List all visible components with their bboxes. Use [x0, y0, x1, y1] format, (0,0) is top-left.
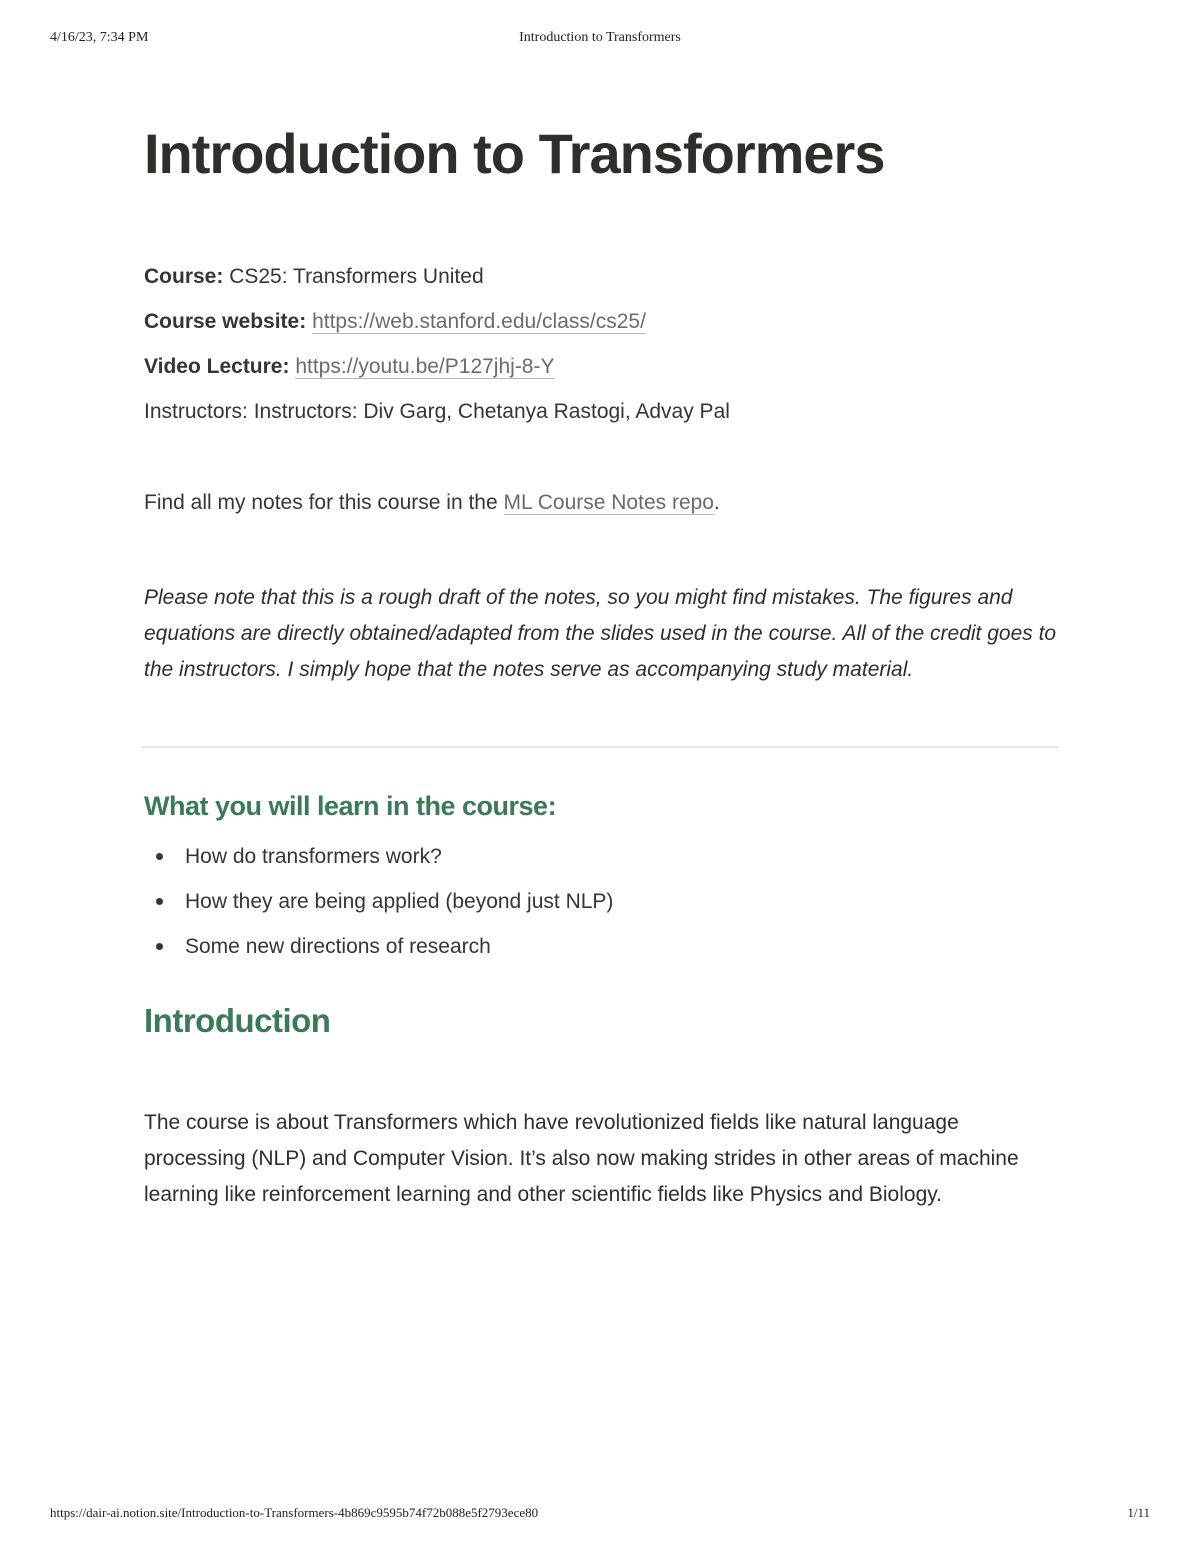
print-date: 4/16/23, 7:34 PM: [50, 30, 149, 45]
divider: [141, 746, 1059, 748]
course-label: Course:: [144, 265, 224, 288]
bullet-icon: [156, 853, 163, 860]
course-value: CS25: Transformers United: [223, 265, 484, 288]
list-item: [144, 834, 1060, 879]
course-row: [144, 254, 1060, 299]
disclaimer-text: Please note that this is a rough draft of the notes, so you might find mistakes. The figures and equations are directly obtained/adapted from the slides used in the course. All of the credit goes to the instructors. I simply hope that the notes serve as accompanying study material.: [144, 586, 1057, 681]
website-row: [144, 299, 1060, 344]
instructors-text: Instructors: Instructors: Div Garg, Chetanya Rastogi, Advay Pal: [144, 400, 730, 423]
learn-list: [144, 834, 1060, 969]
list-item: [144, 879, 1060, 924]
introduction-body: The course is about Transformers which have revolutionized fields like natural language processing (NLP) and Computer Vision. It’s also now making strides in other areas of machine learning like reinforcement learning and other scientific fields like Physics and Biology.: [144, 1111, 1019, 1206]
notes-prefix: Find all my notes for this course in the: [144, 491, 504, 514]
list-item-text: Some new directions of research: [185, 935, 491, 958]
list-item-text: How they are being applied (beyond just NLP): [185, 890, 614, 913]
instructors-row: [144, 389, 1060, 434]
course-website-link[interactable]: https://web.stanford.edu/class/cs25/: [312, 310, 646, 333]
page-content: [144, 118, 1060, 1213]
print-footer: [50, 1505, 1150, 1525]
print-header: [50, 30, 1150, 50]
page-title: Introduction to Transformers: [144, 122, 885, 185]
video-row: [144, 344, 1060, 389]
bullet-icon: [156, 898, 163, 905]
list-item: [144, 924, 1060, 969]
video-label: Video Lecture:: [144, 355, 290, 378]
print-title: Introduction to Transformers: [519, 30, 681, 45]
ml-course-notes-link[interactable]: ML Course Notes repo: [503, 491, 714, 514]
footer-url: https://dair-ai.notion.site/Introduction-to-Transformers-4b869c9595b74f72b088e5f2793ece80: [50, 1505, 539, 1520]
course-meta: [144, 254, 1060, 434]
introduction-heading: Introduction: [144, 1002, 331, 1039]
website-label: Course website:: [144, 310, 307, 333]
page-number: 1/11: [1127, 1505, 1150, 1520]
video-lecture-link[interactable]: https://youtu.be/P127jhj-8-Y: [295, 355, 555, 378]
learn-heading: What you will learn in the course:: [144, 791, 557, 821]
bullet-icon: [156, 943, 163, 950]
notes-line: [144, 480, 1060, 525]
notes-suffix: .: [713, 491, 720, 514]
list-item-text: How do transformers work?: [185, 845, 442, 868]
